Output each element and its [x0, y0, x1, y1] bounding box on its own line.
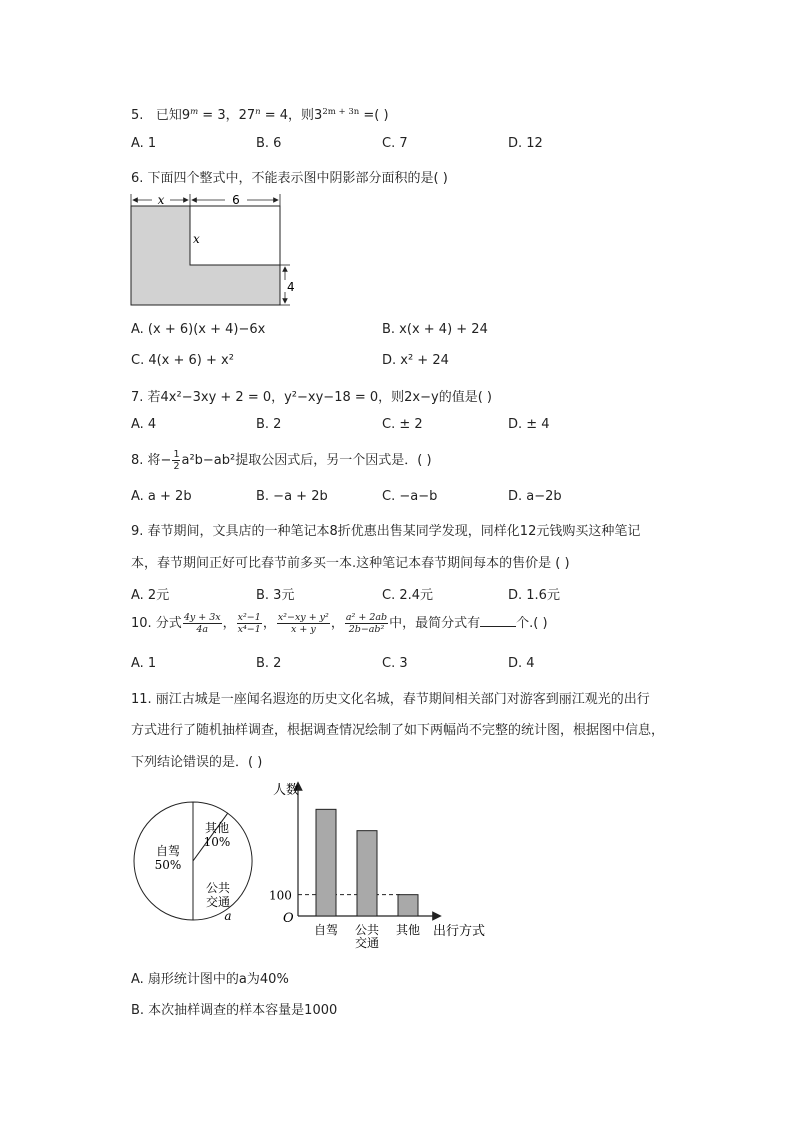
pie-label-2-1: 公共: [205, 881, 231, 895]
q6-option-b[interactable]: B. x(x + 4) + 24: [382, 322, 488, 337]
q8-option-a[interactable]: A. a + 2b: [131, 489, 192, 504]
pie-label-2-2: 交通: [205, 895, 231, 909]
q8-stem: 8. 将− $\frac{1}{2}$ a²b−ab²提取公因式后，另一个因式是．( ): [131, 449, 432, 472]
pie-chart: [130, 798, 270, 928]
q11-option-b[interactable]: B. 本次抽样调查的样本容量是1000: [131, 1003, 338, 1018]
category-label-1-1: 自驾: [313, 923, 339, 937]
q11-stem-line1: 11. 丽江古城是一座闻名遐迩的历史文化名城，春节期间相关部门对游客到丽江观光的出行: [131, 692, 650, 707]
pie-label-2-3: a: [224, 909, 232, 923]
category-label-3-1: 其他: [395, 923, 421, 937]
q9-option-b[interactable]: B. 3元: [256, 588, 295, 603]
q11-stem-line3: 下列结论错误的是．( ): [131, 755, 263, 770]
label-top-x: x: [157, 193, 165, 207]
q5-option-c[interactable]: C. 7: [382, 136, 408, 151]
label-top-6: 6: [232, 193, 240, 207]
q10-fraction-3: $\frac{\text{x²−xy + y²}}{x + y}$: [277, 612, 329, 635]
q10-fraction-4: $\frac{\text{a² + 2ab}}{\text{2b−ab²}}$: [345, 612, 388, 635]
q7-option-a[interactable]: A. 4: [131, 417, 157, 432]
q9-option-a[interactable]: A. 2元: [131, 588, 170, 603]
white-rectangle: [190, 206, 280, 265]
q9-option-d[interactable]: D. 1.6元: [508, 588, 560, 603]
origin-label: O: [283, 911, 294, 926]
category-label-2-2: 交通: [354, 936, 380, 950]
q6-figure: [125, 192, 300, 312]
q5-option-b[interactable]: B. 6: [256, 136, 282, 151]
pie-label-1-2: 50%: [154, 858, 182, 872]
reference-label: 100: [269, 888, 292, 903]
q11-option-a[interactable]: A. 扇形统计图中的a为40%: [131, 972, 289, 987]
q5-option-d[interactable]: D. 12: [508, 136, 543, 151]
q10-option-a[interactable]: A. 1: [131, 656, 157, 671]
bar-chart: [265, 778, 495, 958]
bar-2: [357, 831, 377, 916]
q6-option-c[interactable]: C. 4(x + 6) + x²: [131, 353, 234, 368]
q6-option-a[interactable]: A. (x + 6)(x + 4)−6x: [131, 322, 266, 337]
q5-option-a[interactable]: A. 1: [131, 136, 157, 151]
q8-option-b[interactable]: B. −a + 2b: [256, 489, 328, 504]
q7-option-d[interactable]: D. ± 4: [508, 417, 550, 432]
label-right-4: 4: [287, 280, 295, 294]
q7-option-c[interactable]: C. ± 2: [382, 417, 423, 432]
q10-stem: 10. 分式 $\frac{4y + 3x}{4a}$ ， $\frac{\text{x²−1}}{\text{x⁴−1}}$ ， $\frac{\text{x²−xy + y²}}{x + y}$ ， $\frac{\text{a² + 2ab}}{\text{2b−ab²}}$ 中，最简分式有 个.( ): [131, 612, 548, 635]
q5-stem: 5. 已知$9^m = 3$，$27^n = 4$，则$3^{2m + 3n}$ =( ): [131, 107, 389, 123]
pie-label-3-2: 10%: [203, 835, 231, 849]
category-label-2-1: 公共: [354, 923, 380, 937]
q10-option-c[interactable]: C. 3: [382, 656, 408, 671]
q10-option-b[interactable]: B. 2: [256, 656, 282, 671]
q9-stem-line1: 9. 春节期间，文具店的一种笔记本8折优惠出售某同学发现，同样化12元钱购买这种笔记: [131, 524, 641, 539]
bar-3: [398, 895, 418, 916]
q10-option-d[interactable]: D. 4: [508, 656, 535, 671]
q8-option-c[interactable]: C. −a−b: [382, 489, 438, 504]
bar-1: [316, 809, 336, 916]
x-axis-label: 出行方式: [433, 924, 486, 939]
y-axis-label: 人数: [273, 783, 300, 798]
q9-stem-line2: 本，春节期间正好可比春节前多买一本.这种笔记本春节期间每本的售价是 ( ): [131, 556, 570, 571]
q6-stem: 6. 下面四个整式中，不能表示图中阴影部分面积的是( ): [131, 171, 448, 186]
q11-stem-line2: 方式进行了随机抽样调查，根据调查情况绘制了如下两幅尚不完整的统计图，根据图中信息，: [131, 723, 665, 738]
q10-fraction-2: $\frac{\text{x²−1}}{\text{x⁴−1}}$: [237, 612, 261, 635]
pie-label-1-1: 自驾: [155, 844, 181, 858]
q10-fraction-1: $\frac{4y + 3x}{4a}$: [183, 612, 221, 635]
q8-fraction: $\frac{1}{2}$: [173, 449, 180, 472]
q10-answer-blank[interactable]: [480, 615, 516, 627]
label-inner-x: x: [193, 232, 200, 246]
q8-option-d[interactable]: D. a−2b: [508, 489, 562, 504]
q7-option-b[interactable]: B. 2: [256, 417, 282, 432]
q7-stem: 7. 若4x²−3xy + 2 = 0，y²−xy−18 = 0，则2x−y的值是( ): [131, 390, 492, 405]
q6-option-d[interactable]: D. x² + 24: [382, 353, 449, 368]
q9-option-c[interactable]: C. 2.4元: [382, 588, 434, 603]
pie-label-3-1: 其他: [204, 821, 230, 835]
